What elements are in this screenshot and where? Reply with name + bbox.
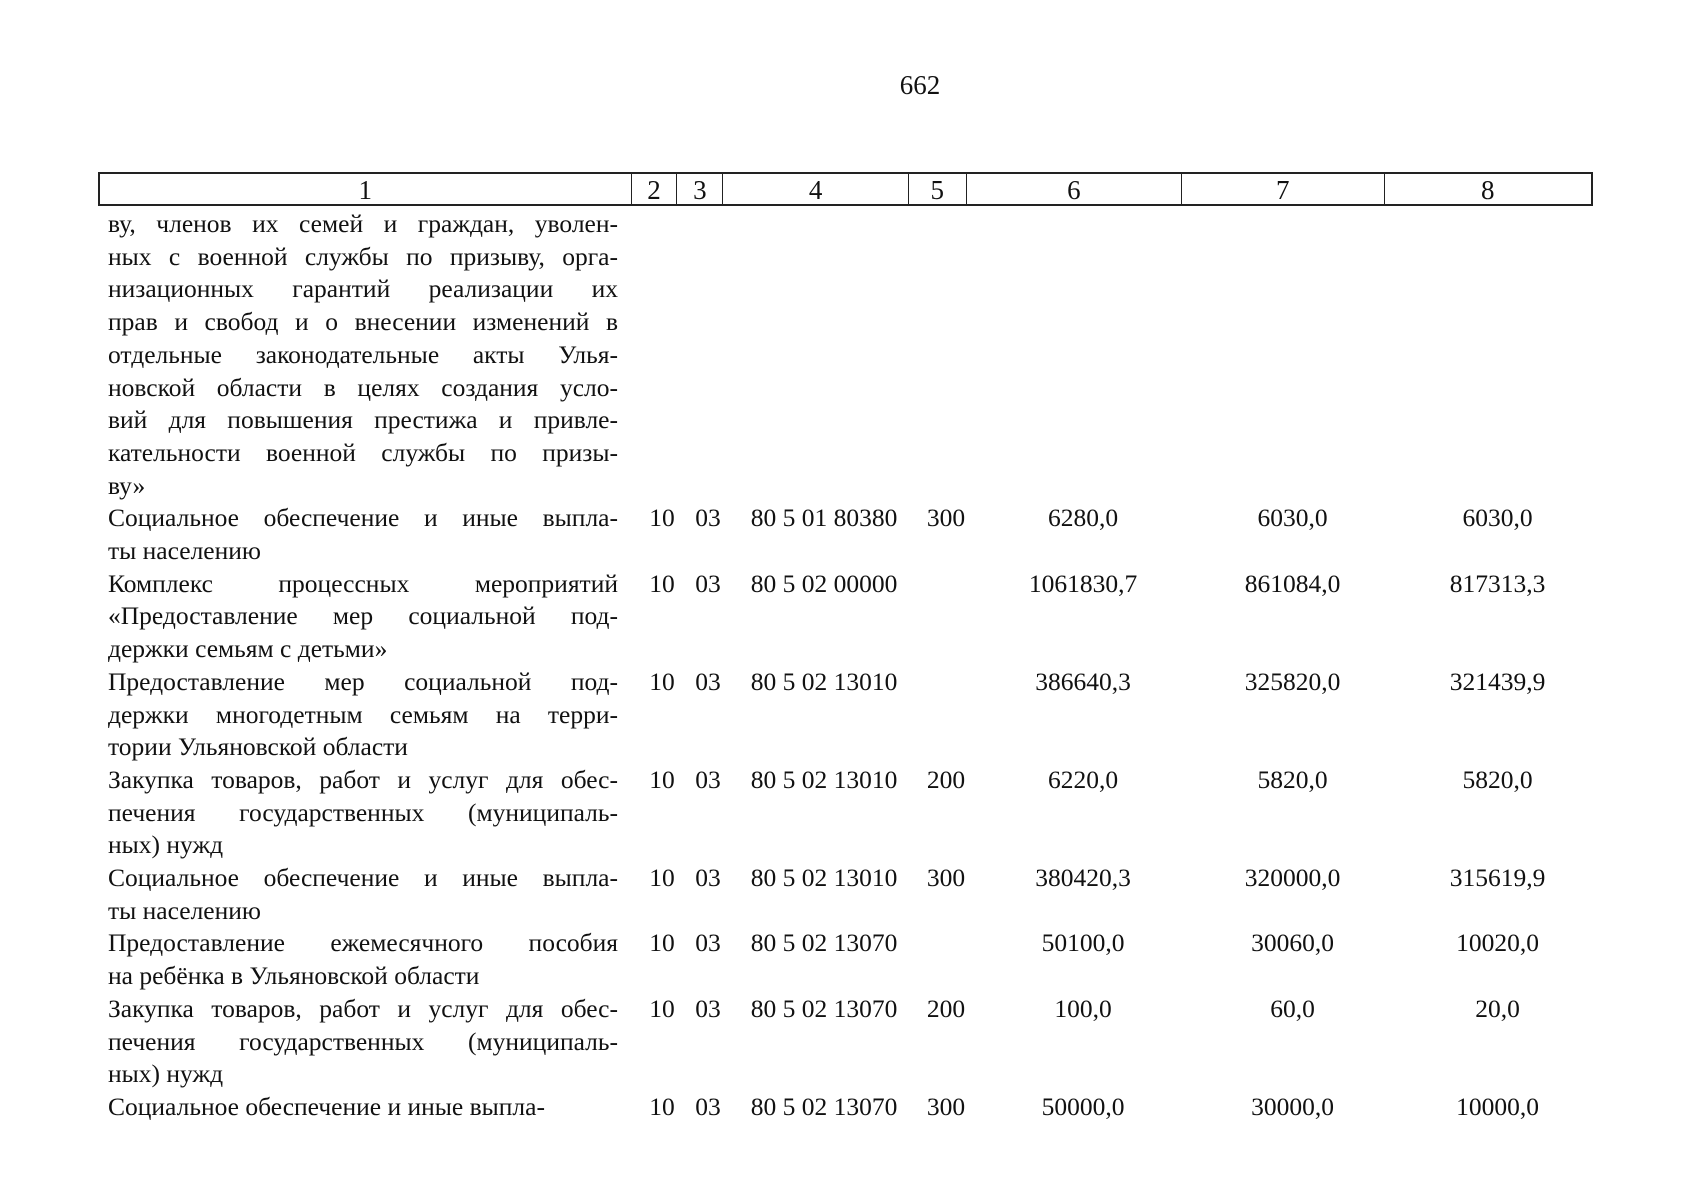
cell-c5: 200 bbox=[926, 764, 966, 794]
row-name-line: Социальное обеспечение и иные выпла- bbox=[108, 503, 618, 533]
cell-c7: 6030,0 bbox=[1257, 503, 1328, 533]
header-col-7: 7 bbox=[1182, 174, 1384, 204]
row-name-line: держки семьям с детьми» bbox=[108, 634, 388, 664]
header-col-3: 3 bbox=[677, 174, 723, 204]
header-col-4: 4 bbox=[723, 174, 909, 204]
row-name-line: на ребёнка в Ульяновской области bbox=[108, 961, 480, 991]
row-name-line: ных) нужд bbox=[108, 1059, 224, 1089]
row-name-line: печения государственных (муниципаль- bbox=[108, 797, 618, 827]
row-name-line: отдельные законодательные акты Улья- bbox=[108, 339, 618, 369]
cell-c3: 03 bbox=[695, 993, 721, 1023]
row-name bbox=[108, 666, 618, 764]
table-header bbox=[98, 172, 1593, 206]
cell-c7: 320000,0 bbox=[1244, 863, 1341, 893]
cell-c8: 6030,0 bbox=[1462, 503, 1533, 533]
table-row bbox=[108, 993, 1593, 1091]
cell-c2: 10 bbox=[649, 568, 675, 598]
row-name-line: печения государственных (муниципаль- bbox=[108, 1026, 618, 1056]
cell-c6: 6280,0 bbox=[1047, 503, 1119, 533]
cell-c6: 50000,0 bbox=[1041, 1091, 1125, 1121]
row-name-line: Закупка товаров, работ и услуг для обес- bbox=[108, 764, 618, 794]
cell-c7: 325820,0 bbox=[1244, 666, 1341, 696]
row-name bbox=[108, 568, 618, 666]
cell-c5: 200 bbox=[926, 993, 966, 1023]
table-row bbox=[108, 568, 1593, 666]
cell-c6: 100,0 bbox=[1054, 993, 1112, 1023]
table-row bbox=[108, 502, 1593, 567]
row-name-line: низационных гарантий реализации их bbox=[108, 274, 618, 304]
header-col-1: 1 bbox=[100, 174, 632, 204]
cell-c4: 80 5 02 13070 bbox=[750, 928, 898, 958]
cell-c5: 300 bbox=[926, 1091, 966, 1121]
header-col-6: 6 bbox=[967, 174, 1182, 204]
cell-c7: 30060,0 bbox=[1251, 928, 1334, 958]
cell-c8: 5820,0 bbox=[1462, 764, 1533, 794]
cell-c8: 10020,0 bbox=[1456, 928, 1539, 958]
cell-c8: 321439,9 bbox=[1449, 666, 1546, 696]
row-name-line: Предоставление ежемесячного пособия bbox=[108, 928, 618, 958]
row-name bbox=[108, 862, 618, 927]
row-name-line: тории Ульяновской области bbox=[108, 732, 408, 762]
cell-c3: 03 bbox=[695, 863, 721, 893]
table-row bbox=[108, 1091, 1593, 1124]
cell-c5: 300 bbox=[926, 863, 966, 893]
row-name-line: ных) нужд bbox=[108, 830, 224, 860]
row-name-line: кательности военной службы по призы- bbox=[108, 437, 618, 467]
cell-c6: 386640,3 bbox=[1035, 666, 1131, 696]
cell-c2: 10 bbox=[649, 1091, 675, 1121]
cell-c4: 80 5 02 00000 bbox=[750, 568, 898, 598]
table-body bbox=[108, 208, 1593, 1124]
cell-c4: 80 5 02 13010 bbox=[750, 666, 898, 696]
cell-c7: 30000,0 bbox=[1251, 1091, 1334, 1121]
cell-c3: 03 bbox=[695, 568, 721, 598]
page-number: 662 bbox=[899, 70, 941, 100]
row-name-line: ных с военной службы по призыву, орга- bbox=[108, 241, 618, 271]
row-name-line: Социальное обеспечение и иные выпла- bbox=[108, 863, 618, 893]
row-name-line: Закупка товаров, работ и услуг для обес- bbox=[108, 993, 618, 1023]
cell-c4: 80 5 01 80380 bbox=[750, 503, 898, 533]
row-name-line: ву, членов их семей и граждан, уволен- bbox=[108, 209, 618, 238]
table-row bbox=[108, 208, 1593, 502]
header-col-2: 2 bbox=[632, 174, 678, 204]
row-name bbox=[108, 502, 618, 567]
cell-c7: 861084,0 bbox=[1244, 568, 1341, 598]
row-name-line: ву» bbox=[108, 470, 146, 500]
row-name-line: Социальное обеспечение и иные выпла- bbox=[108, 1091, 545, 1121]
cell-c4: 80 5 02 13070 bbox=[750, 993, 898, 1023]
table-row bbox=[108, 927, 1593, 992]
cell-c4: 80 5 02 13010 bbox=[750, 764, 898, 794]
cell-c6: 6220,0 bbox=[1047, 764, 1119, 794]
header-col-8: 8 bbox=[1481, 175, 1495, 205]
cell-c8: 20,0 bbox=[1475, 993, 1520, 1023]
cell-c3: 03 bbox=[695, 1091, 721, 1121]
table-row bbox=[108, 862, 1593, 927]
cell-c2: 10 bbox=[649, 666, 675, 696]
cell-c3: 03 bbox=[695, 764, 721, 794]
cell-c2: 10 bbox=[649, 928, 675, 958]
row-name-line: Комплекс процессных мероприятий bbox=[108, 568, 618, 598]
cell-c3: 03 bbox=[695, 503, 721, 533]
row-name bbox=[108, 927, 618, 992]
table-row bbox=[108, 666, 1593, 764]
cell-c8: 817313,3 bbox=[1449, 568, 1546, 598]
row-name-line: «Предоставление мер социальной под- bbox=[108, 601, 618, 631]
row-name-line: вий для повышения престижа и привле- bbox=[108, 405, 618, 435]
cell-c3: 03 bbox=[695, 666, 721, 696]
table-row bbox=[108, 764, 1593, 862]
row-name-line: новской области в целях создания усло- bbox=[108, 372, 618, 402]
cell-c6: 50100,0 bbox=[1041, 928, 1125, 958]
row-name bbox=[108, 993, 618, 1091]
header-col-5: 5 bbox=[909, 174, 967, 204]
cell-c6: 380420,3 bbox=[1035, 863, 1131, 893]
row-name bbox=[108, 208, 618, 502]
cell-c5: 300 bbox=[926, 503, 966, 533]
row-name-line: прав и свобод и о внесении изменений в bbox=[108, 307, 618, 337]
cell-c2: 10 bbox=[649, 503, 675, 533]
row-name-line: держки многодетным семьям на терри- bbox=[108, 699, 618, 729]
cell-c8: 315619,9 bbox=[1449, 863, 1546, 893]
cell-c2: 10 bbox=[649, 764, 675, 794]
cell-c2: 10 bbox=[649, 863, 675, 893]
cell-c6: 1061830,7 bbox=[1028, 568, 1138, 598]
cell-c4: 80 5 02 13070 bbox=[750, 1091, 898, 1121]
row-name-line: ты населению bbox=[108, 895, 261, 925]
cell-c3: 03 bbox=[695, 928, 721, 958]
row-name bbox=[108, 1091, 618, 1124]
cell-c7: 60,0 bbox=[1270, 993, 1315, 1023]
row-name-line: ты населению bbox=[108, 536, 261, 566]
cell-c7: 5820,0 bbox=[1257, 764, 1328, 794]
cell-c2: 10 bbox=[649, 993, 675, 1023]
cell-c8: 10000,0 bbox=[1456, 1091, 1539, 1121]
cell-c4: 80 5 02 13010 bbox=[750, 863, 898, 893]
row-name-line: Предоставление мер социальной под- bbox=[108, 666, 618, 696]
row-name bbox=[108, 764, 618, 862]
